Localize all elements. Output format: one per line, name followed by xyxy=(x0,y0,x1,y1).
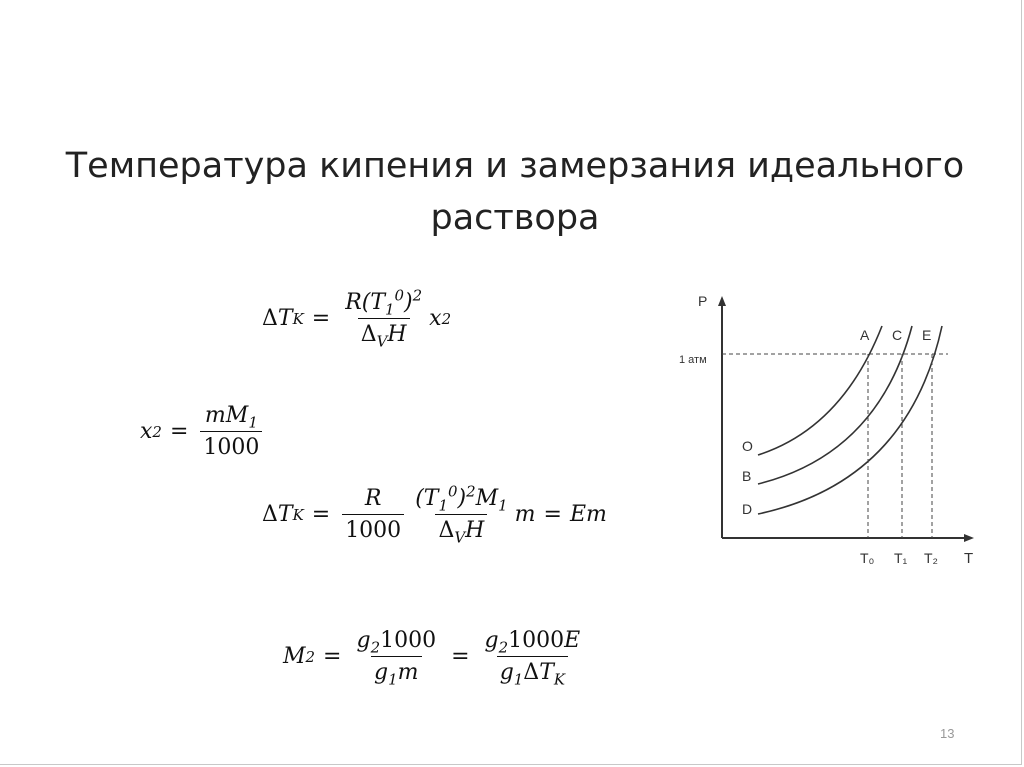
page-number: 13 xyxy=(940,726,955,741)
title-line-1: Температура кипения и замерзания идеального xyxy=(65,146,965,186)
x-axis-arrow xyxy=(964,534,974,542)
formula-ebullioscopic-constant: Δ T K = $\frac{R}{1000}$ $\frac{(T_1^0)^2M_1}{\Delta_VH}$ m = Em xyxy=(262,482,607,547)
slide-title xyxy=(60,140,970,244)
formula-mole-fraction: x 2 = $\frac{mM_1}{1000}$ xyxy=(140,403,266,460)
curve-label-B: B xyxy=(742,468,752,484)
y-axis-label: P xyxy=(698,293,708,309)
formula-boiling-point-elevation: Δ T K = $\frac{R(T_1^0)^2}{\Delta_VH}$ x 2 xyxy=(262,286,452,351)
vapor-pressure-diagram xyxy=(676,288,986,578)
tick-label-T2: T₂ xyxy=(924,550,938,566)
tick-label-T1: T₁ xyxy=(894,550,908,566)
title-line-2: раствора xyxy=(430,198,600,238)
point-label-C: C xyxy=(892,327,903,343)
curve-label-O: O xyxy=(742,438,753,454)
y-axis-arrow xyxy=(718,296,726,306)
curve-label-D: D xyxy=(742,501,753,517)
pressure-label: 1 атм xyxy=(679,354,707,366)
formula-molar-mass: M 2 = $\frac{g_21000}{g_1m}$ = $\frac{g_21000E}{g_1\Delta T_K}$ xyxy=(283,628,581,689)
tick-label-T0: T₀ xyxy=(860,550,875,566)
x-axis-label: T xyxy=(964,550,974,567)
point-label-E: E xyxy=(922,327,932,343)
curve-OA xyxy=(758,326,882,455)
point-label-A: A xyxy=(860,327,870,343)
